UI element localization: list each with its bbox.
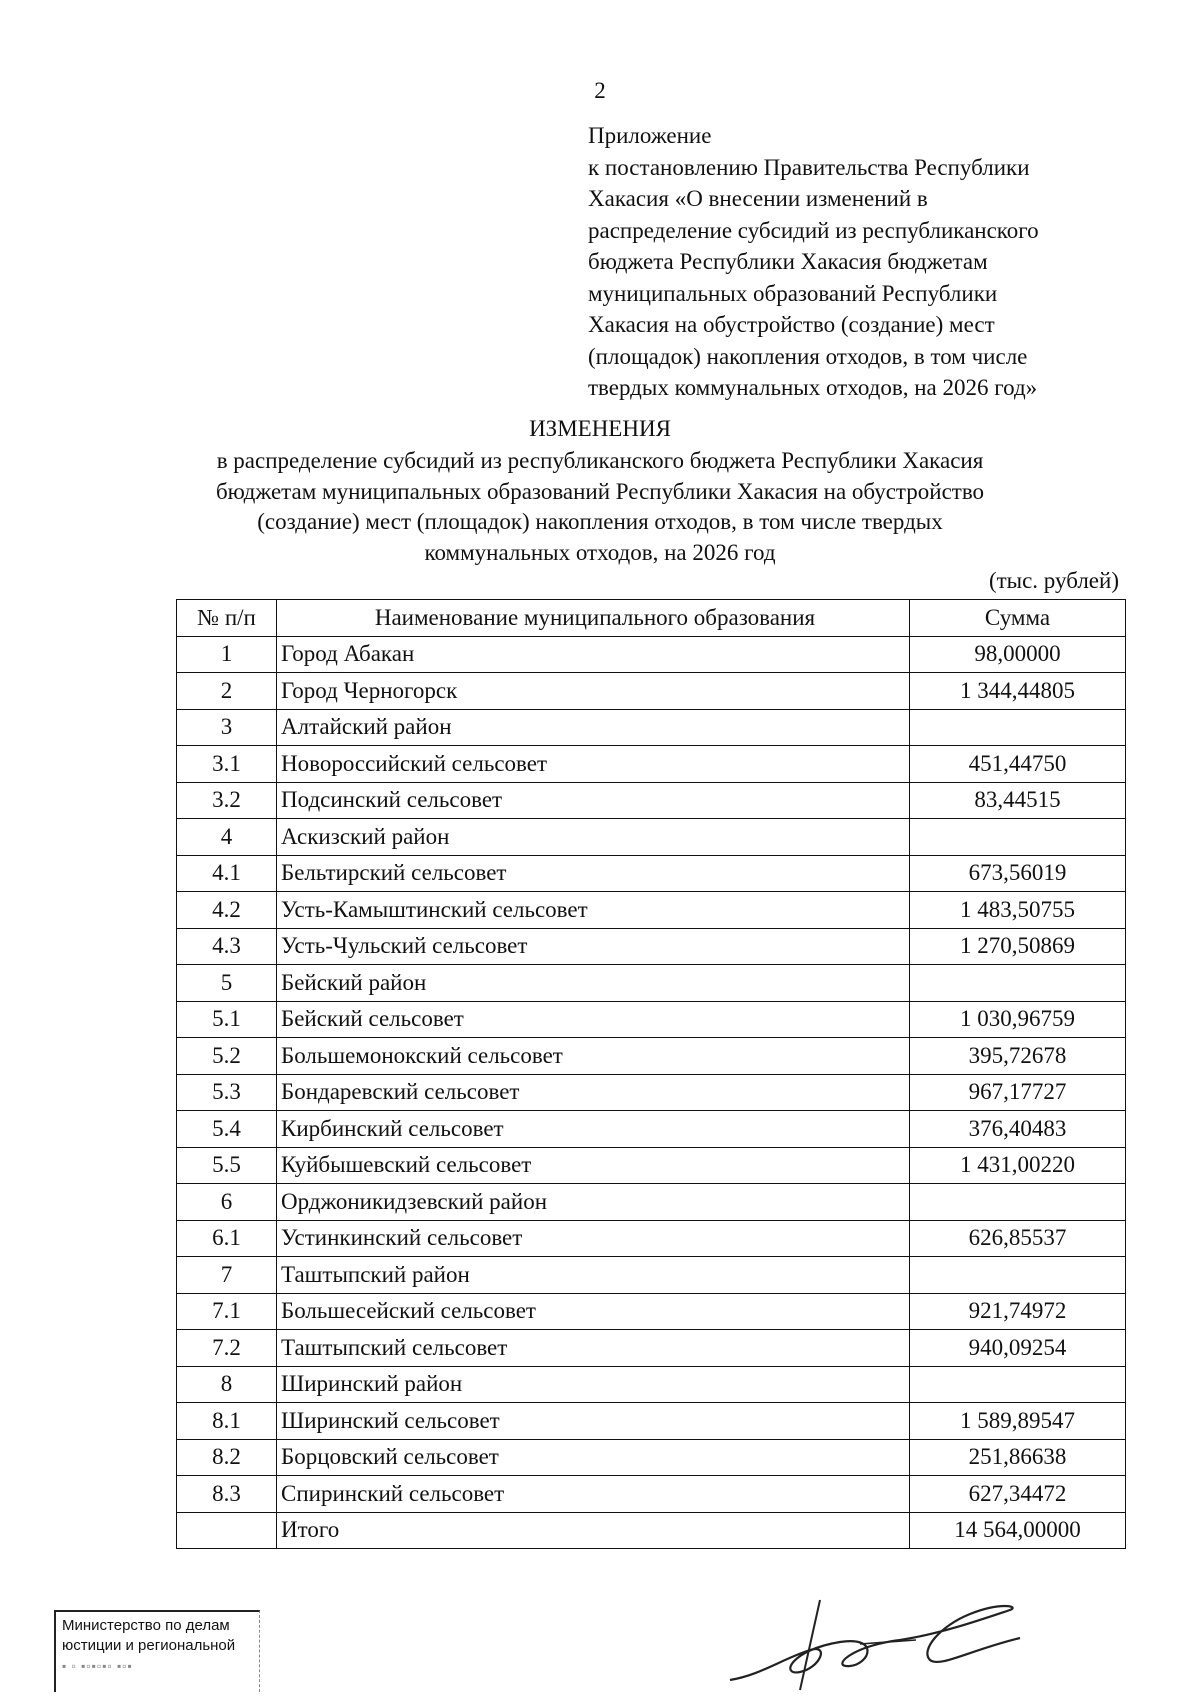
row-sum: 627,34472: [910, 1476, 1126, 1513]
row-number: 5.2: [177, 1038, 277, 1075]
row-number: 8: [177, 1366, 277, 1403]
row-sum: 1 270,50869: [910, 928, 1126, 965]
row-sum: 1 483,50755: [910, 892, 1126, 929]
row-number: 5.1: [177, 1001, 277, 1038]
row-number: 6: [177, 1184, 277, 1221]
row-name: Ширинский сельсовет: [277, 1403, 910, 1440]
table-row: [177, 1001, 1126, 1038]
subheading-line: бюджетам муниципальных образований Республики Хакасия на обустройство: [215, 478, 985, 504]
row-name: Бондаревский сельсовет: [277, 1074, 910, 1111]
row-number: 5.4: [177, 1111, 277, 1148]
row-name: Таштыпский район: [277, 1257, 910, 1294]
table-row: [177, 855, 1126, 892]
stamp-line: юстиции и региональной: [62, 1637, 236, 1654]
row-name: Подсинский сельсовет: [277, 782, 910, 819]
row-number: 1: [177, 636, 277, 673]
table-body: [177, 636, 1126, 1549]
appendix-line: к постановлению Правительства Республики: [588, 154, 1030, 180]
row-number: 4.2: [177, 892, 277, 929]
document-subheading: [150, 446, 1050, 568]
row-sum: [910, 965, 1126, 1002]
row-sum: [910, 1257, 1126, 1294]
appendix-line: Приложение: [588, 123, 712, 148]
table-row: [177, 1074, 1126, 1111]
row-name: Устинкинский сельсовет: [277, 1220, 910, 1257]
table-row: [177, 746, 1126, 783]
table-row: [177, 1220, 1126, 1257]
table-row: [177, 1147, 1126, 1184]
appendix-line: (площадок) накопления отходов, в том числе: [588, 343, 1028, 369]
row-number: 7.2: [177, 1330, 277, 1367]
row-number: 5: [177, 965, 277, 1002]
stamp-faded-line: ▪ ▫ ▪▫▪▫▪▫ ▪▫▪: [62, 1659, 133, 1673]
row-name: Итого: [277, 1512, 910, 1549]
table-row: [177, 1439, 1126, 1476]
row-sum: 1 344,44805: [910, 673, 1126, 710]
appendix-line: муниципальных образований Республики: [588, 280, 998, 306]
registration-stamp: [54, 1610, 260, 1692]
row-number: 4.3: [177, 928, 277, 965]
row-number: [177, 1512, 277, 1549]
row-sum: [910, 819, 1126, 856]
table-row: [177, 1403, 1126, 1440]
table-row: [177, 1184, 1126, 1221]
table-row: [177, 1293, 1126, 1330]
row-number: 7.1: [177, 1293, 277, 1330]
subheading-line: коммунальных отходов, на 2026 год: [424, 539, 776, 565]
row-sum: 83,44515: [910, 782, 1126, 819]
row-name: Город Черногорск: [277, 673, 910, 710]
row-number: 6.1: [177, 1220, 277, 1257]
row-name: Ширинский район: [277, 1366, 910, 1403]
document-heading: ИЗМЕНЕНИЯ: [529, 416, 671, 441]
row-number: 3: [177, 709, 277, 746]
table-row: [177, 1330, 1126, 1367]
table-row: [177, 965, 1126, 1002]
table-row: [177, 1366, 1126, 1403]
table-row: [177, 673, 1126, 710]
row-number: 8.1: [177, 1403, 277, 1440]
table-row: [177, 709, 1126, 746]
page-number: 2: [594, 78, 606, 103]
row-sum: 626,85537: [910, 1220, 1126, 1257]
row-name: Борцовский сельсовет: [277, 1439, 910, 1476]
appendix-line: твердых коммунальных отходов, на 2026 год»: [588, 375, 1038, 400]
row-sum: [910, 1366, 1126, 1403]
appendix-block: [588, 120, 1148, 404]
table-row: [177, 819, 1126, 856]
row-name: Бейский сельсовет: [277, 1001, 910, 1038]
row-name: Усть-Камыштинский сельсовет: [277, 892, 910, 929]
table-row: [177, 892, 1126, 929]
row-name: Спиринский сельсовет: [277, 1476, 910, 1513]
table-row: [177, 928, 1126, 965]
row-name: Новороссийский сельсовет: [277, 746, 910, 783]
row-name: Большесейский сельсовет: [277, 1293, 910, 1330]
table-row: [177, 636, 1126, 673]
row-name: Аскизский район: [277, 819, 910, 856]
row-sum: 98,00000: [910, 636, 1126, 673]
row-sum: 395,72678: [910, 1038, 1126, 1075]
row-name: Усть-Чульский сельсовет: [277, 928, 910, 965]
subheading-line: в распределение субсидий из республиканского бюджета Республики Хакасия: [216, 448, 984, 473]
appendix-line: Хакасия «О внесении изменений в: [588, 186, 928, 211]
subheading-line: (создание) мест (площадок) накопления отходов, в том числе твердых: [257, 509, 943, 534]
appendix-line: распределение субсидий из республиканского: [588, 217, 1039, 243]
row-sum: 376,40483: [910, 1111, 1126, 1148]
row-number: 8.2: [177, 1439, 277, 1476]
row-sum: [910, 709, 1126, 746]
row-sum: 251,86638: [910, 1439, 1126, 1476]
row-name: Алтайский район: [277, 709, 910, 746]
row-name: Таштыпский сельсовет: [277, 1330, 910, 1367]
row-name: Бельтирский сельсовет: [277, 855, 910, 892]
row-number: 2: [177, 673, 277, 710]
row-number: 3.2: [177, 782, 277, 819]
row-number: 4.1: [177, 855, 277, 892]
row-number: 8.3: [177, 1476, 277, 1513]
row-sum: 940,09254: [910, 1330, 1126, 1367]
signature-image: [720, 1580, 1030, 1698]
row-sum: [910, 1184, 1126, 1221]
table-row: [177, 1257, 1126, 1294]
row-number: 7: [177, 1257, 277, 1294]
header-sum: Сумма: [910, 600, 1126, 637]
row-name: Бейский район: [277, 965, 910, 1002]
appendix-line: Хакасия на обустройство (создание) мест: [588, 312, 995, 337]
appendix-line: бюджета Республики Хакасия бюджетам: [588, 249, 988, 274]
row-sum: 673,56019: [910, 855, 1126, 892]
table-row: [177, 1476, 1126, 1513]
table-row: [177, 1111, 1126, 1148]
row-sum: 1 431,00220: [910, 1147, 1126, 1184]
row-sum: 14 564,00000: [910, 1512, 1126, 1549]
row-sum: 1 589,89547: [910, 1403, 1126, 1440]
stamp-line: Министерство по делам: [62, 1617, 230, 1634]
header-name: Наименование муниципального образования: [277, 600, 910, 637]
table-row: [177, 1038, 1126, 1075]
row-number: 5.3: [177, 1074, 277, 1111]
table-row: [177, 1512, 1126, 1549]
distribution-table: [176, 599, 1126, 1549]
row-number: 3.1: [177, 746, 277, 783]
row-name: Большемонокский сельсовет: [277, 1038, 910, 1075]
row-number: 5.5: [177, 1147, 277, 1184]
row-number: 4: [177, 819, 277, 856]
row-sum: 451,44750: [910, 746, 1126, 783]
header-number: № п/п: [177, 600, 277, 637]
row-sum: 967,17727: [910, 1074, 1126, 1111]
row-sum: 921,74972: [910, 1293, 1126, 1330]
table-row: [177, 782, 1126, 819]
row-name: Орджоникидзевский район: [277, 1184, 910, 1221]
units-label: (тыс. рублей): [988, 568, 1119, 593]
row-name: Куйбышевский сельсовет: [277, 1147, 910, 1184]
row-sum: 1 030,96759: [910, 1001, 1126, 1038]
row-name: Кирбинский сельсовет: [277, 1111, 910, 1148]
row-name: Город Абакан: [277, 636, 910, 673]
table-header-row: [177, 600, 1126, 637]
